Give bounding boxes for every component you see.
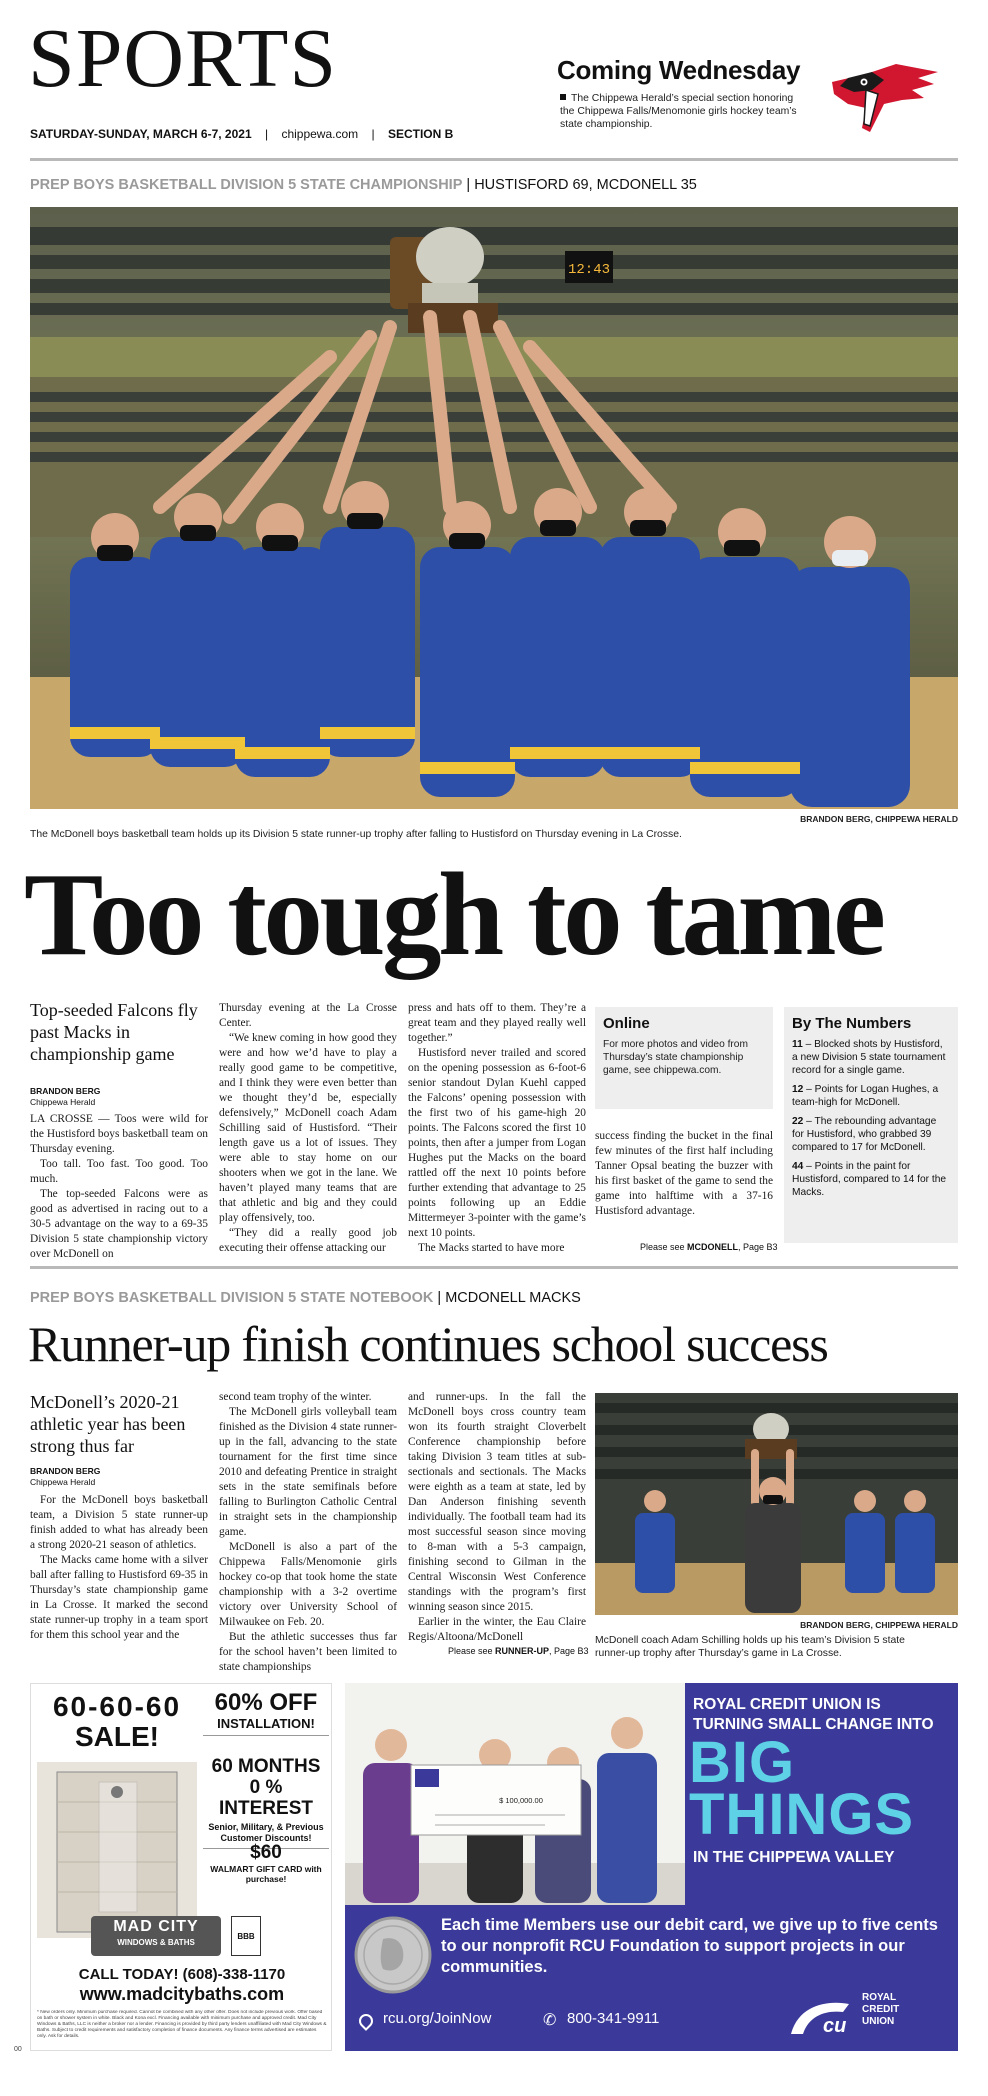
story1-col1: LA CROSSE — Toos were wild for the Hustisford boys basketball team on Thursday evening. Too tall. Too fast. Too good. Too much. The top-seeded Falcons were as good as advertised in racing out to a 30-5 advantage on the way to a 69-35 Division 5 state championship victory over McDonell on: [30, 1113, 208, 1260]
site-link[interactable]: chippewa.com: [281, 127, 359, 141]
nickel-coin-icon: [353, 1915, 433, 1995]
teaser-text: The Chippewa Herald’s special section honoring the Chippewa Falls/Menomonie girls hockey team’s state championship.: [560, 93, 797, 130]
story1-headline: Too tough to tame: [24, 848, 883, 980]
offer-giftcard: $60 WALMART GIFT CARD with purchase!: [210, 1842, 322, 1884]
story1-col2: Thursday evening at the La Crosse Center. “We knew coming in how good they were and how we’d have to play a really good game to be competitive, and I think they were even better than we thought they’d be, especially defensively,” McDonell coach Adam Schilling said of Hustisford. “Their length gave us a lot of issues. They were able to stay home on our shooters when we got in the lane. We haven’t played many teams that are that athletic and big and they could play offensively, too. “They did a really good job executing their offense attacking our: [219, 1002, 397, 1254]
rcu-contact-row: [355, 1992, 955, 2042]
rcu-website[interactable]: rcu.org/JoinNow: [383, 2010, 492, 2027]
shower-image: [37, 1762, 197, 1938]
story2-kicker: PREP BOYS BASKETBALL DIVISION 5 STATE NOTEBOOK | MCDONELL MACKS: [30, 1290, 581, 1306]
story2-col1: For the McDonell boys basketball team, a Division 5 state runner-up finish added to what has already been a strong 2020-21 season of athletics. The Macks came home with a silver ball after falling to Hustisford 69-35 in Thursday’s state championship game in La Crosse. It marked the second state runner-up trophy in a team sport for them this school year and the: [30, 1494, 208, 1641]
main-photo: [30, 207, 958, 809]
story1-jump: Please see MCDONELL, Page B3: [640, 1242, 778, 1252]
numbers-box: [784, 1007, 958, 1243]
numbers-item: 11 – Blocked shots by Hustisford, a new Division 5 state tournament record for a single game.: [792, 1039, 946, 1076]
rcu-big-things: BIG THINGS: [689, 1730, 915, 1847]
masthead-dateline: SATURDAY-SUNDAY, MARCH 6-7, 2021 | chippewa.com | SECTION B: [30, 127, 454, 141]
story1-kicker: PREP BOYS BASKETBALL DIVISION 5 STATE CHAMPIONSHIP | HUSTISFORD 69, MCDONELL 35: [30, 177, 697, 193]
main-photo-credit: BRANDON BERG, CHIPPEWA HERALD: [800, 814, 958, 824]
numbers-title: By The Numbers: [792, 1015, 912, 1032]
story2-headline: Runner-up finish continues school success: [28, 1316, 828, 1372]
issue-date: SATURDAY-SUNDAY, MARCH 6-7, 2021: [30, 127, 252, 141]
teaser-title: Coming Wednesday: [557, 55, 801, 85]
offer-financing: 60 MONTHS 0 % INTEREST Senior, Military, & Previous Customer Discounts!: [203, 1756, 329, 1849]
story2-byline: BRANDON BERG Chippewa Herald: [30, 1466, 101, 1487]
phone-icon: ✆: [543, 2012, 557, 2029]
offer-installation: 60% OFF INSTALLATION!: [203, 1690, 329, 1736]
section-label: SECTION B: [387, 127, 454, 141]
online-title: Online: [603, 1015, 650, 1032]
rcu-phone[interactable]: 800-341-9911: [567, 2010, 660, 2027]
section-title: SPORTS: [28, 12, 338, 105]
story1-col3: press and hats off to them. They’re a great team and they played really well together.” Hustisford never trailed and scored on the opening possession as 6-foot-6 senior standout Dylan Kuehl capped the Falcons’ opening possession with the first two of his game-high 20 points. The Falcons scored the first 10 points, then after a jumper from Logan Hughes put the Macks on the board rattled off the next 10 points before further extending that advantage to 25 points following up an Eddie Mittermeyer 3-pointer with the game’s next 10 points. The Macks started to have more: [408, 1002, 586, 1254]
story2-col2: second team trophy of the winter. The McDonell girls volleyball team finished as the Division 4 state runner-up in the fall, advancing to the state tournament for the first time since 2010 and defeating Prentice in straight sets in the state semifinals before falling to Burlington Catholic Central in straight sets in the championship game. McDonell is also a part of the Chippewa Falls/Menomonie girls hockey co-op that took home the state championship with a 3-2 overtime victory over University School of Milwaukee on Feb. 20. But the athletic successes thus far for the school haven’t been limited to state championships: [219, 1391, 397, 1673]
numbers-item: 12 – Points for Logan Hughes, a team-high for McDonell.: [792, 1084, 939, 1108]
madcity-fineprint: * New orders only. Minimum purchase required. Cannot be combined with any other offer. Does not include previous work. Offer based on bath or shower system in white. Black and Kona excl. Financing available with minimum purchase and approved credit. Mad City Windows & Baths, LLC is neither a broker nor a lender. Financing is provided by third party lenders unaffiliated with Mad City Windows & Baths. Subject to credit requirements and satisfactory completion of finance documents. Any finance terms advertised are estimates only. Ask for details.: [37, 2010, 327, 2039]
rcu-ad[interactable]: [345, 1683, 958, 2051]
svg-text:cu: cu: [823, 2015, 847, 2037]
call-line[interactable]: CALL TODAY! (608)-338-1170: [78, 1966, 286, 1983]
online-text[interactable]: For more photos and video from Thursday’s state championship game, see chippewa.com.: [603, 1039, 748, 1076]
coach-photo: [595, 1393, 958, 1615]
story2-jump: Please see RUNNER-UP, Page B3: [448, 1646, 589, 1656]
section-divider: [30, 1266, 958, 1269]
masthead-rule: [30, 158, 958, 161]
madcity-ad[interactable]: [30, 1683, 332, 2051]
folio-number: 00: [14, 2046, 22, 2053]
numbers-item: 44 – Points in the paint for Hustisford, compared to 14 for the Macks.: [792, 1161, 947, 1198]
rcu-check-photo: [345, 1683, 685, 1905]
story2-subhead: McDonell’s 2020-21 athletic year has been strong thus far: [30, 1392, 186, 1456]
madcity-logo: MAD CITY WINDOWS & BATHS: [91, 1916, 221, 1956]
story2-col3: and runner-ups. In the fall the McDonell boys cross country team won its fourth straight Cloverbelt Conference championship before taking Division 3 team titles at sub-sectionals and sectionals. The Macks were eighth as a team at state, led by Dan Anderson finishing seventh individually. The football team had its most successful season since moving to 8-man with a 5-3 campaign, finishing second to Gilman in the Central Wisconsin West Conference standings with the program’s first winning season since 2015. Earlier in the winter, the Eau Claire Regis/Altoona/McDonell: [408, 1391, 586, 1643]
coach-trophy-photo: [595, 1393, 958, 1615]
masthead: [0, 0, 988, 160]
falcon-logo: [826, 60, 944, 138]
main-photo-caption: The McDonell boys basketball team holds up its Division 5 state runner-up trophy after falling to Hustisford on Thursday evening in La Crosse.: [30, 829, 682, 840]
rcu-body: Each time Members use our debit card, we give up to five cents to our nonprofit RCU Foundation to support projects in our communities.: [441, 1916, 938, 1976]
rcu-logo-text: ROYAL CREDIT UNION: [862, 1992, 900, 2027]
online-box: [595, 1007, 773, 1109]
story1-col4: success finding the bucket in the final few minutes of the first half including Tanner Opsal beating the buzzer with his first basket of the game to send the game into halftime with a 37-16 Hustisford advantage.: [595, 1130, 773, 1217]
scoreboard-clock: 12:43: [567, 262, 611, 278]
story1-byline: BRANDON BERG Chippewa Herald: [30, 1086, 101, 1107]
location-pin-icon: [356, 2011, 376, 2031]
bullet-icon: [560, 94, 566, 100]
coach-photo-caption: McDonell coach Adam Schilling holds up his team’s Division 5 state runner-up trophy after Thursday’s game in La Crosse.: [595, 1635, 905, 1659]
rcu-chippewa-valley: IN THE CHIPPEWA VALLEY: [693, 1849, 895, 1866]
team-trophy-photo: [30, 207, 958, 809]
rcu-logo-icon: [785, 1996, 855, 2040]
bbb-badge: BBB: [231, 1916, 261, 1956]
sale-headline: 60-60-60 SALE!: [52, 1691, 182, 1752]
story1-subhead: Top-seeded Falcons fly past Macks in championship game: [30, 1000, 198, 1064]
coach-photo-credit: BRANDON BERG, CHIPPEWA HERALD: [800, 1620, 958, 1630]
madcity-url[interactable]: www.madcitybaths.com: [79, 1984, 285, 2004]
check-amount: $ 100,000.00: [499, 1796, 543, 1805]
numbers-item: 22 – The rebounding advantage for Hustisford, who grabbed 39 compared to 17 for McDonell.: [792, 1116, 937, 1153]
rcu-tagline: ROYAL CREDIT UNION IS TURNING SMALL CHANGE INTO: [693, 1696, 934, 1733]
